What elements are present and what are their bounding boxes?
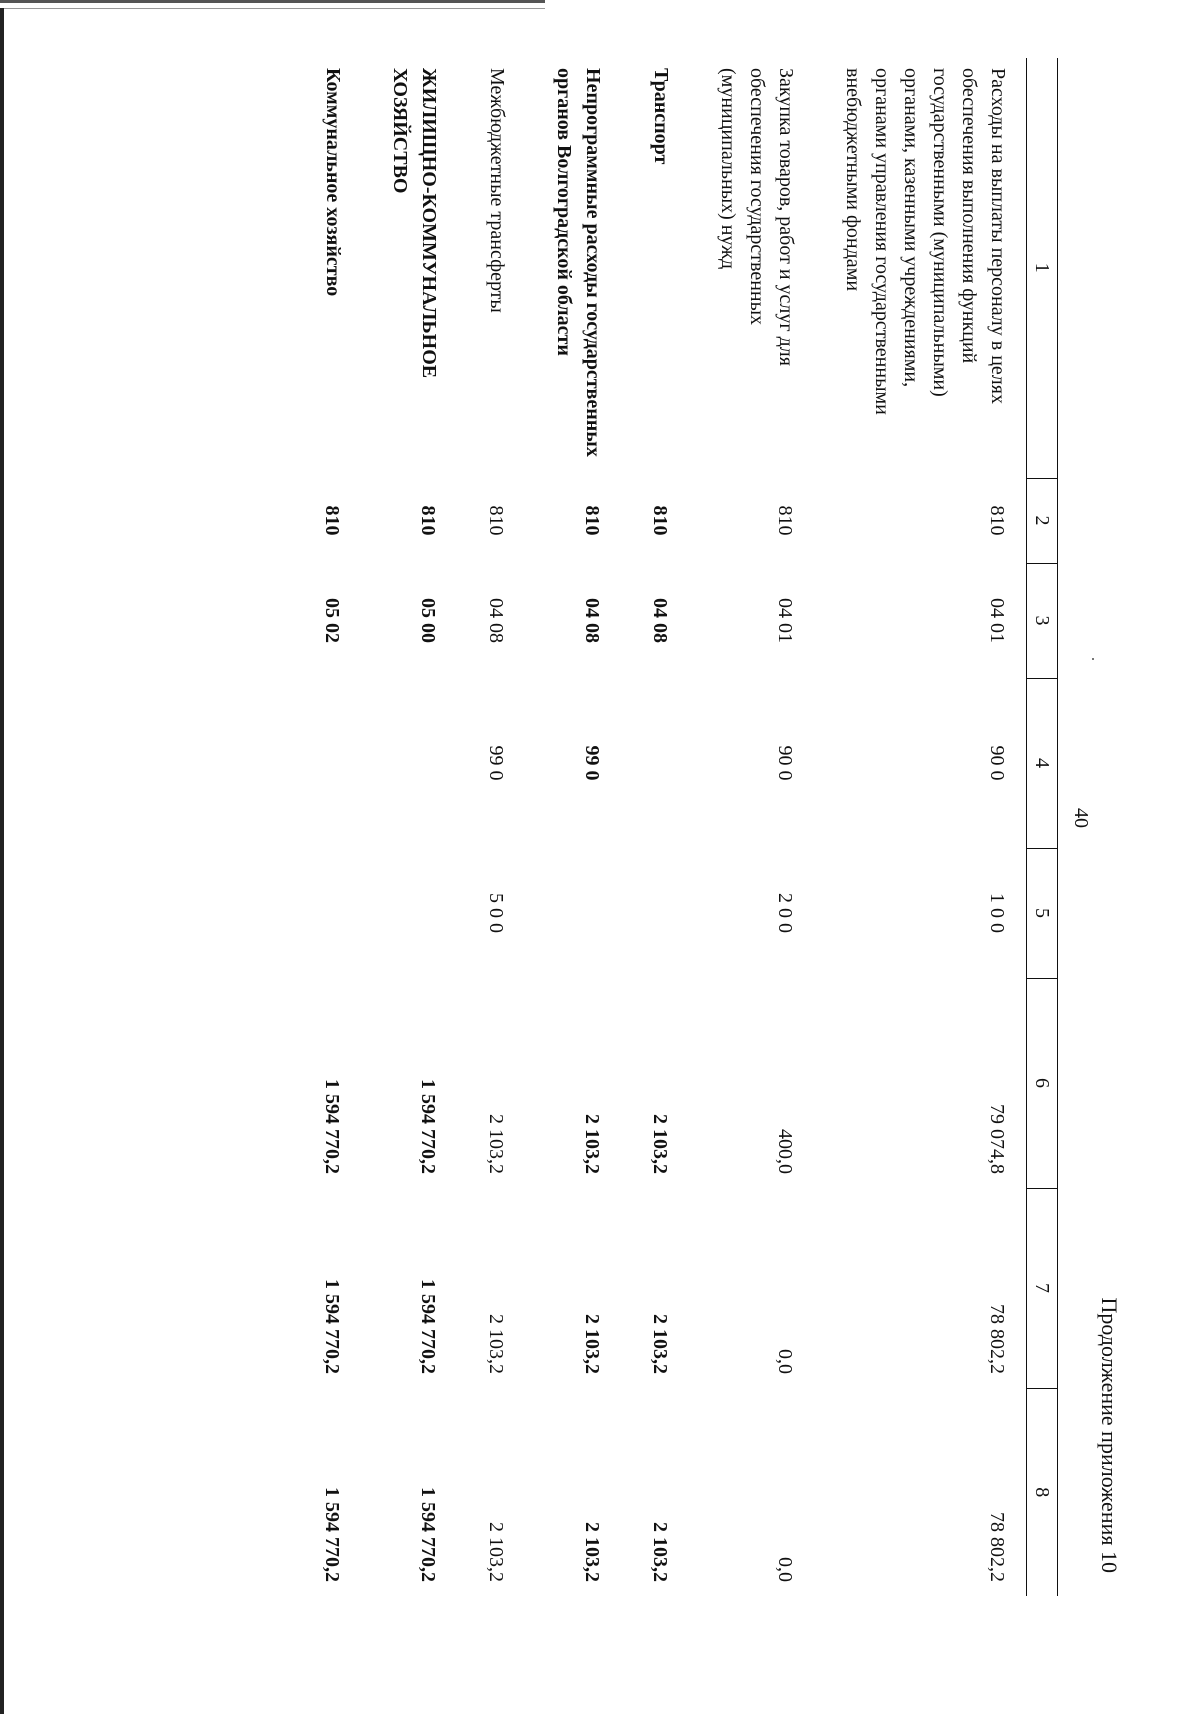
cell-col2: 810 bbox=[485, 505, 507, 536]
cell-col2: 810 bbox=[321, 505, 343, 536]
cell-col3: 04 01 bbox=[774, 598, 796, 643]
table-row bbox=[361, 58, 457, 1596]
column-header: 3 bbox=[1027, 563, 1058, 678]
cell-col6: 2 103,2 bbox=[581, 1114, 603, 1174]
table-row bbox=[814, 58, 1027, 1596]
table-header-row bbox=[1027, 58, 1058, 1596]
cell-col7: 1 594 770,2 bbox=[321, 1279, 343, 1374]
cell-col6: 2 103,2 bbox=[485, 1114, 507, 1174]
scan-edge-left bbox=[0, 8, 4, 1714]
cell-col7: 0,0 bbox=[774, 1349, 796, 1374]
table-row bbox=[621, 58, 689, 1596]
cell-col6: 1 594 770,2 bbox=[417, 1079, 439, 1174]
cell-col5 bbox=[525, 848, 621, 978]
cell-col2: 810 bbox=[581, 505, 603, 536]
cell-col2: 810 bbox=[649, 505, 671, 536]
cell-col7: 2 103,2 bbox=[649, 1314, 671, 1374]
cell-col4 bbox=[621, 678, 689, 848]
cell-col7: 1 594 770,2 bbox=[417, 1279, 439, 1374]
cell-col2: 810 bbox=[417, 505, 439, 536]
table-row bbox=[689, 58, 814, 1596]
cell-col2: 810 bbox=[986, 505, 1008, 536]
cell-col6: 2 103,2 bbox=[649, 1114, 671, 1174]
cell-col3: 04 08 bbox=[581, 598, 603, 643]
cell-col4: 99 0 bbox=[581, 745, 603, 781]
column-header: 8 bbox=[1027, 1388, 1058, 1596]
row-name: Расходы на выплаты персоналу в целях обеспечения выполнения функций государственными (муниципальными) органами, казенными учреждениями, органами управления государственными внебюджетными фондами bbox=[842, 68, 1009, 415]
page-number: 40 bbox=[1070, 808, 1092, 828]
cell-col8: 2 103,2 bbox=[581, 1522, 603, 1582]
cell-col5 bbox=[317, 848, 361, 978]
table-row bbox=[457, 58, 525, 1596]
cell-col3: 04 08 bbox=[649, 598, 671, 643]
rotated-document-page bbox=[150, 18, 1170, 1618]
row-name: ЖИЛИЩНО-КОММУНАЛЬНОЕ ХОЗЯЙСТВО bbox=[389, 68, 440, 379]
cell-col8: 78 802,2 bbox=[986, 1512, 1008, 1582]
cell-col8: 1 594 770,2 bbox=[417, 1487, 439, 1582]
cell-col5: 1 0 0 bbox=[986, 893, 1008, 933]
cell-col4 bbox=[317, 678, 361, 848]
budget-table bbox=[317, 58, 1058, 1596]
cell-col4: 90 0 bbox=[774, 745, 796, 781]
cell-col5: 2 0 0 bbox=[774, 893, 796, 933]
row-name: Непрограммные расходы государственных органов Волгоградской области bbox=[553, 68, 604, 457]
row-name: Межбюджетные трансферты bbox=[486, 68, 508, 313]
cell-col4: 90 0 bbox=[986, 745, 1008, 781]
cell-col3: 04 01 bbox=[986, 598, 1008, 643]
table-row bbox=[525, 58, 621, 1596]
cell-col3: 05 02 bbox=[321, 598, 343, 643]
cell-col6: 79 074,8 bbox=[986, 1104, 1008, 1174]
cell-col4 bbox=[361, 678, 457, 848]
row-name: Транспорт bbox=[650, 68, 672, 165]
cell-col7: 2 103,2 bbox=[485, 1314, 507, 1374]
continuation-note: Продолжение приложения 10 bbox=[1097, 1297, 1122, 1573]
cell-col8: 2 103,2 bbox=[485, 1522, 507, 1582]
column-header: 2 bbox=[1027, 478, 1058, 563]
column-header: 4 bbox=[1027, 678, 1058, 848]
row-name: Коммунальное хозяйство bbox=[322, 68, 344, 297]
row-name: Закупка товаров, работ и услуг для обеспечения государственных (муниципальных) нужд bbox=[717, 68, 797, 366]
cell-col8: 2 103,2 bbox=[649, 1522, 671, 1582]
cell-col7: 2 103,2 bbox=[581, 1314, 603, 1374]
scan-edge-top bbox=[0, 0, 545, 3]
column-header: 6 bbox=[1027, 978, 1058, 1188]
cell-col3: 05 00 bbox=[417, 598, 439, 643]
cell-col6: 1 594 770,2 bbox=[321, 1079, 343, 1174]
cell-col5 bbox=[621, 848, 689, 978]
cell-col8: 1 594 770,2 bbox=[321, 1487, 343, 1582]
table-row bbox=[317, 58, 361, 1596]
column-header: 7 bbox=[1027, 1188, 1058, 1388]
cell-col4: 99 0 bbox=[485, 745, 507, 781]
cell-col6: 400,0 bbox=[774, 1129, 796, 1174]
column-header: 1 bbox=[1027, 58, 1058, 478]
cell-col7: 78 802,2 bbox=[986, 1304, 1008, 1374]
cell-col5 bbox=[361, 848, 457, 978]
cell-col8: 0,0 bbox=[774, 1557, 796, 1582]
column-header: 5 bbox=[1027, 848, 1058, 978]
scan-edge-top-line bbox=[0, 8, 545, 9]
cell-col3: 04 08 bbox=[485, 598, 507, 643]
cell-col5: 5 0 0 bbox=[485, 893, 507, 933]
cell-col2: 810 bbox=[774, 505, 796, 536]
